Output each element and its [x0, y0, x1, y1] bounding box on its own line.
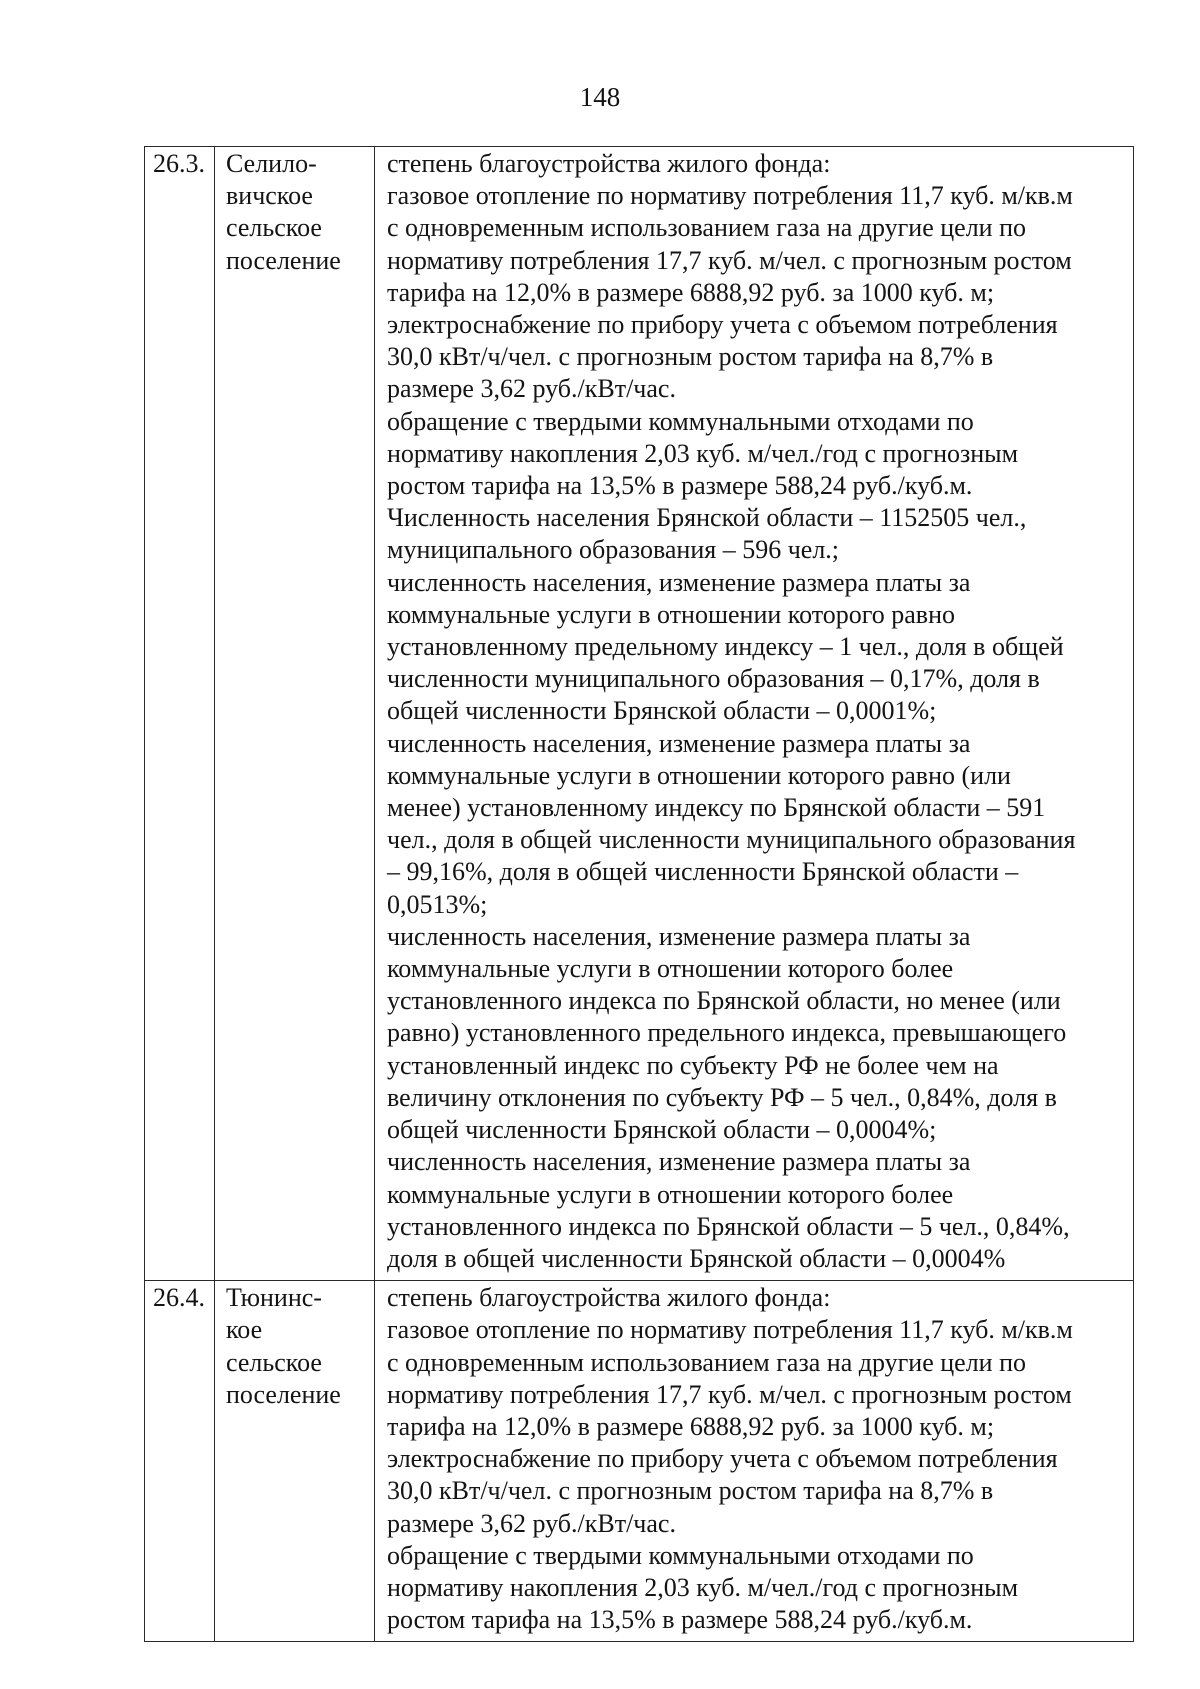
description-line: равно) установленного предельного индекса, превышающего — [387, 1018, 1067, 1048]
description-line: численности муниципального образования – 0,17%, доля в — [387, 664, 1040, 694]
description-line: установленного индекса по Брянской области – 5 чел., 0,84%, — [387, 1211, 1070, 1241]
description-line: размере 3,62 руб./кВт/час. — [387, 374, 676, 404]
description-line: численность населения, изменение размера платы за — [387, 728, 971, 758]
description-line: 30,0 кВт/ч/чел. с прогнозным ростом тарифа на 8,7% в — [387, 1476, 994, 1506]
settlement-name-line: поселение — [226, 245, 341, 275]
settlement-description — [375, 1281, 1134, 1642]
description-line: газовое отопление по нормативу потребления 11,7 куб. м/кв.м — [387, 181, 1073, 211]
description-line: коммунальные услуги в отношении которого более — [387, 1179, 954, 1209]
settlement-name-line: вичское — [226, 181, 313, 211]
description-line: электроснабжение по прибору учета с объемом потребления — [387, 310, 1058, 340]
description-line: численность населения, изменение размера платы за — [387, 921, 971, 951]
table-row — [145, 147, 1134, 1281]
description-line: установленный индекс по субъекту РФ не более чем на — [387, 1050, 999, 1080]
settlement-name-line: сельское — [226, 213, 322, 243]
description-line: коммунальные услуги в отношении которого равно — [387, 599, 956, 629]
settlement-name-line: Селило- — [226, 149, 317, 178]
description-line: нормативу накопления 2,03 куб. м/чел./год с прогнозным — [387, 1572, 1019, 1602]
description-line: муниципального образования – 596 чел.; — [387, 535, 840, 565]
description-line: степень благоустройства жилого фонда: — [387, 1283, 831, 1313]
description-line: установленного индекса по Брянской области, но менее (или — [387, 986, 1061, 1016]
description-line: численность населения, изменение размера платы за — [387, 1147, 971, 1177]
settlement-name — [215, 147, 375, 1281]
description-line: общей численности Брянской области – 0,0001%; — [387, 696, 937, 726]
description-line: с одновременным использованием газа на другие цели по — [387, 213, 1026, 243]
description-line: коммунальные услуги в отношении которого более — [387, 954, 954, 984]
page-number: 148 — [579, 82, 621, 112]
settlement-name-line: сельское — [226, 1347, 322, 1377]
description-line: нормативу потребления 17,7 куб. м/чел. с прогнозным ростом — [387, 1379, 1072, 1409]
settlement-name-line: кое — [226, 1315, 263, 1345]
description-line: газовое отопление по нормативу потребления 11,7 куб. м/кв.м — [387, 1315, 1073, 1345]
description-line: общей численности Брянской области – 0,0004%; — [387, 1115, 937, 1145]
description-line: ростом тарифа на 13,5% в размере 588,24 руб./куб.м. — [387, 471, 973, 501]
settlement-description — [375, 147, 1134, 1281]
table-row — [145, 1281, 1134, 1642]
row-number: 26.3. — [145, 147, 215, 1281]
settlement-name — [215, 1281, 375, 1642]
description-line: чел., доля в общей численности муниципального образования — [387, 825, 1076, 855]
description-line: доля в общей численности Брянской области – 0,0004% — [387, 1243, 1006, 1273]
description-line: нормативу накопления 2,03 куб. м/чел./год с прогнозным — [387, 438, 1019, 468]
description-line: численность населения, изменение размера платы за — [387, 567, 971, 597]
settlement-name-line: поселение — [226, 1379, 341, 1409]
description-line: размере 3,62 руб./кВт/час. — [387, 1508, 676, 1538]
settlement-name-line: Тюнинс- — [226, 1283, 322, 1313]
description-line: обращение с твердыми коммунальными отходами по — [387, 1540, 974, 1570]
table-body — [145, 147, 1134, 1642]
description-line: степень благоустройства жилого фонда: — [387, 149, 831, 178]
description-line: с одновременным использованием газа на другие цели по — [387, 1347, 1026, 1377]
description-line: нормативу потребления 17,7 куб. м/чел. с прогнозным ростом — [387, 245, 1072, 275]
description-line: электроснабжение по прибору учета с объемом потребления — [387, 1444, 1058, 1474]
description-line: 0,0513%; — [387, 889, 488, 919]
row-number: 26.4. — [145, 1281, 215, 1642]
settlement-table — [144, 146, 1134, 1642]
description-line: 30,0 кВт/ч/чел. с прогнозным ростом тарифа на 8,7% в — [387, 342, 994, 372]
description-line: ростом тарифа на 13,5% в размере 588,24 руб./куб.м. — [387, 1605, 973, 1635]
description-line: менее) установленному индексу по Брянской области – 591 — [387, 793, 1046, 823]
description-line: тарифа на 12,0% в размере 6888,92 руб. за 1000 куб. м; — [387, 1411, 995, 1441]
description-line: установленному предельному индексу – 1 чел., доля в общей — [387, 632, 1064, 662]
description-line: величину отклонения по субъекту РФ – 5 чел., 0,84%, доля в — [387, 1082, 1057, 1112]
description-line: коммунальные услуги в отношении которого равно (или — [387, 760, 1011, 790]
description-line: тарифа на 12,0% в размере 6888,92 руб. за 1000 куб. м; — [387, 277, 995, 307]
description-line: Численность населения Брянской области – 1152505 чел., — [387, 503, 1027, 533]
description-line: – 99,16%, доля в общей численности Брянской области – — [387, 857, 1019, 887]
description-line: обращение с твердыми коммунальными отходами по — [387, 406, 974, 436]
